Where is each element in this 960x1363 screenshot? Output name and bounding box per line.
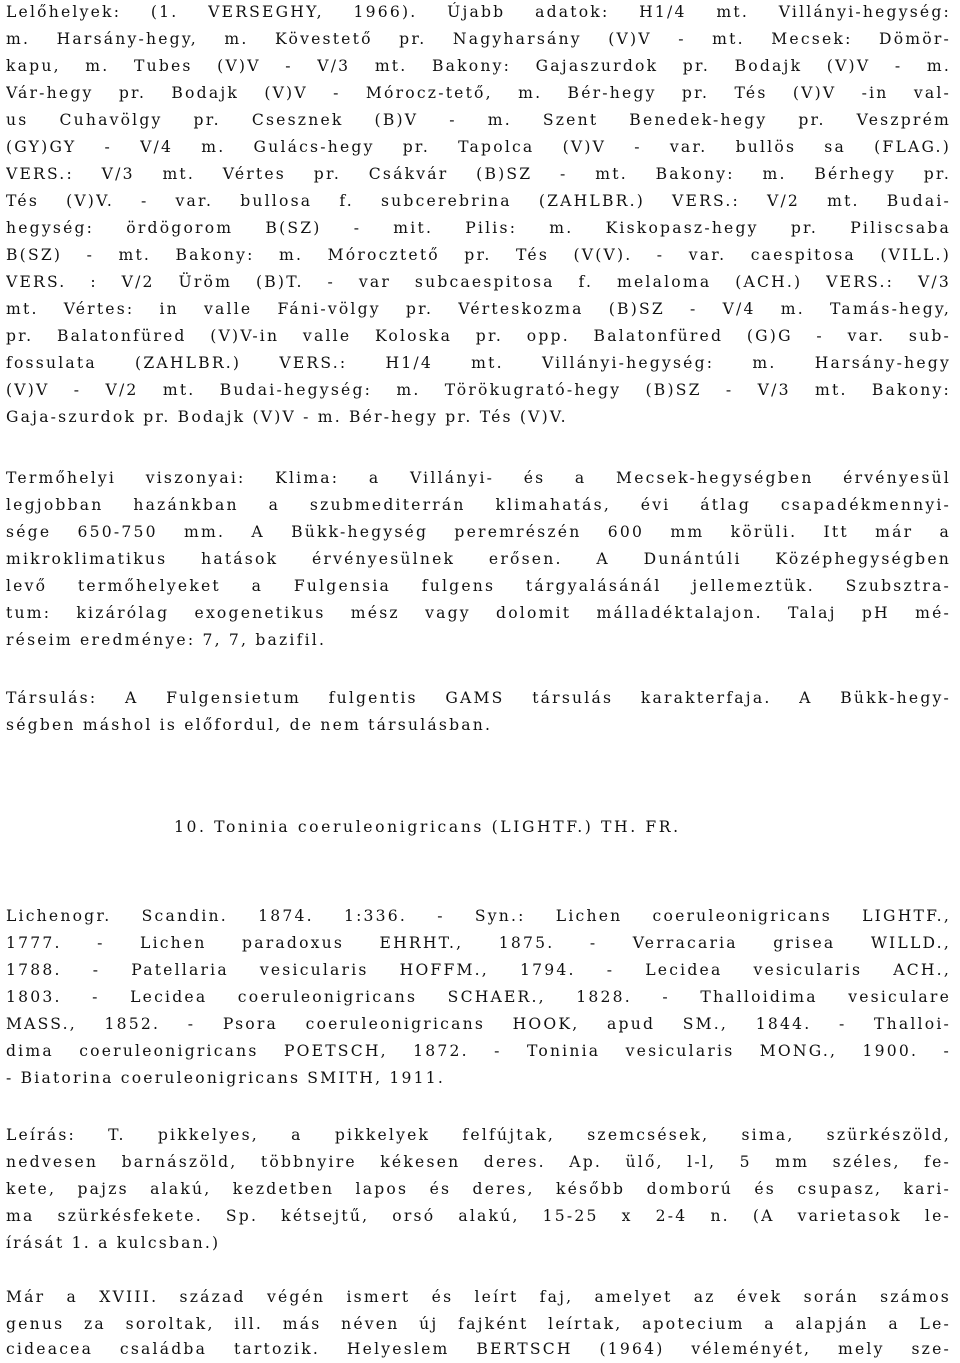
text-line: cideacea családba tartozik. Helyeslem BERTSCH (1964) véleményét, mely sze- xyxy=(6,1340,951,1358)
text-line: fossulata (ZAHLBR.) VERS.: H1/4 mt. Villányi-hegység: m. Harsány-hegy xyxy=(6,354,951,372)
text-line: 1803. - Lecidea coeruleonigricans SCHAER., 1828. - Thalloidima vesiculare xyxy=(6,988,951,1006)
text-line: Már a XVIII. század végén ismert és leírt faj, amelyet az évek során számos xyxy=(6,1288,951,1306)
text-line: sége 650-750 mm. A Bükk-hegység peremrészén 600 mm körüli. Itt már a xyxy=(6,523,951,541)
text-line: (V)V - V/2 mt. Budai-hegység: m. Törökugrató-hegy (B)SZ - V/3 mt. Bakony: xyxy=(6,381,951,399)
text-line: pr. Balatonfüred (V)V-in valle Koloska pr. opp. Balatonfüred (G)G - var. sub- xyxy=(6,327,951,345)
text-line: 1788. - Patellaria vesicularis HOFFM., 1794. - Lecidea vesicularis ACH., xyxy=(6,961,951,979)
text-line: kapu, m. Tubes (V)V - V/3 mt. Bakony: Gajaszurdok pr. Bodajk (V)V - m. xyxy=(6,57,951,75)
text-line: VERS. : V/2 Üröm (B)T. - var subcaespitosa f. melaloma (ACH.) VERS.: V/3 xyxy=(6,273,951,291)
text-line: (GY)GY - V/4 m. Gulács-hegy pr. Tapolca (V)V - var. bullös sa (FLAG.) xyxy=(6,138,951,156)
text-line: tum: kizárólag exogenetikus mész vagy dolomit málladéktalajon. Talaj pH mé- xyxy=(6,604,951,622)
text-line: nedvesen barnászöld, többnyire kékesen deres. Ap. ülő, l-l, 5 mm széles, fe- xyxy=(6,1153,951,1171)
text-line: - Biatorina coeruleonigricans SMITH, 1911. xyxy=(6,1069,446,1087)
text-line: VERS.: V/3 mt. Vértes pr. Csákvár (B)SZ - mt. Bakony: m. Bérhegy pr. xyxy=(6,165,951,183)
text-line: hegység: ördögorom B(SZ) - mit. Pilis: m. Kiskopasz-hegy pr. Piliscsaba xyxy=(6,219,951,237)
section-title: 10. Toninia coeruleonigricans (LIGHTF.) TH. FR. xyxy=(174,818,681,836)
text-line: MASS., 1852. - Psora coeruleonigricans HOOK, apud SM., 1844. - Thalloi- xyxy=(6,1015,951,1033)
text-line: mt. Vértes: in valle Fáni-völgy pr. Vérteskozma (B)SZ - V/4 m. Tamás-hegy, xyxy=(6,300,951,318)
text-line: Termőhelyi viszonyai: Klima: a Villányi- és a Mecsek-hegységben érvényesül xyxy=(6,469,951,487)
text-line: Lichenogr. Scandin. 1874. 1:336. - Syn.: Lichen coeruleonigricans LIGHTF., xyxy=(6,907,951,925)
text-line: Vár-hegy pr. Bodajk (V)V - Mórocz-tető, m. Bér-hegy pr. Tés (V)V -in val- xyxy=(6,84,951,102)
text-line: genus za soroltak, ill. más néven új fajként leírtak, apotecium a alapján a Le- xyxy=(6,1315,951,1333)
text-line: mikroklimatikus hatások érvényesülnek erősen. A Dunántúli Középhegységben xyxy=(6,550,951,568)
text-line: 1777. - Lichen paradoxus EHRHT., 1875. - Verracaria grisea WILLD., xyxy=(6,934,951,952)
text-line: Tés (V)V. - var. bullosa f. subcerebrina (ZAHLBR.) VERS.: V/2 mt. Budai- xyxy=(6,192,951,210)
text-line: Lelőhelyek: (1. VERSEGHY, 1966). Újabb adatok: H1/4 mt. Villányi-hegység: xyxy=(6,3,951,21)
text-line: írását 1. a kulcsban.) xyxy=(6,1234,221,1252)
text-line: m. Harsány-hegy, m. Kövestető pr. Nagyharsány (V)V - mt. Mecsek: Dömör- xyxy=(6,30,951,48)
text-line: levő termőhelyeket a Fulgensia fulgens tárgyalásánál jellemeztük. Szubsztra- xyxy=(6,577,951,595)
text-line: Társulás: A Fulgensietum fulgentis GAMS társulás karakterfaja. A Bükk-hegy- xyxy=(6,689,951,707)
text-line: dima coeruleonigricans POETSCH, 1872. - Toninia vesicularis MONG., 1900. - xyxy=(6,1042,951,1060)
text-line: ségben máshol is előfordul, de nem társulásban. xyxy=(6,716,493,734)
text-line: legjobban hazánkban a szubmediterrán klimahatás, évi átlag csapadékmennyi- xyxy=(6,496,951,514)
text-line: kete, pajzs alakú, kezdetben lapos és deres, később domború és csupasz, kari- xyxy=(6,1180,951,1198)
text-line: Gaja-szurdok pr. Bodajk (V)V - m. Bér-hegy pr. Tés (V)V. xyxy=(6,408,568,426)
text-line: réseim eredménye: 7, 7, bazifil. xyxy=(6,631,327,649)
text-line: Leírás: T. pikkelyes, a pikkelyek felfújtak, szemcsések, sima, szürkészöld, xyxy=(6,1126,951,1144)
text-line: us Cuhavölgy pr. Csesznek (B)V - m. Szent Benedek-hegy pr. Veszprém xyxy=(6,111,951,129)
text-line: ma szürkésfekete. Sp. kétsejtű, orsó alakú, 15-25 x 2-4 n. (A varietasok le- xyxy=(6,1207,951,1225)
text-line: B(SZ) - mt. Bakony: m. Mórocztető pr. Tés (V(V). - var. caespitosa (VILL.) xyxy=(6,246,951,264)
